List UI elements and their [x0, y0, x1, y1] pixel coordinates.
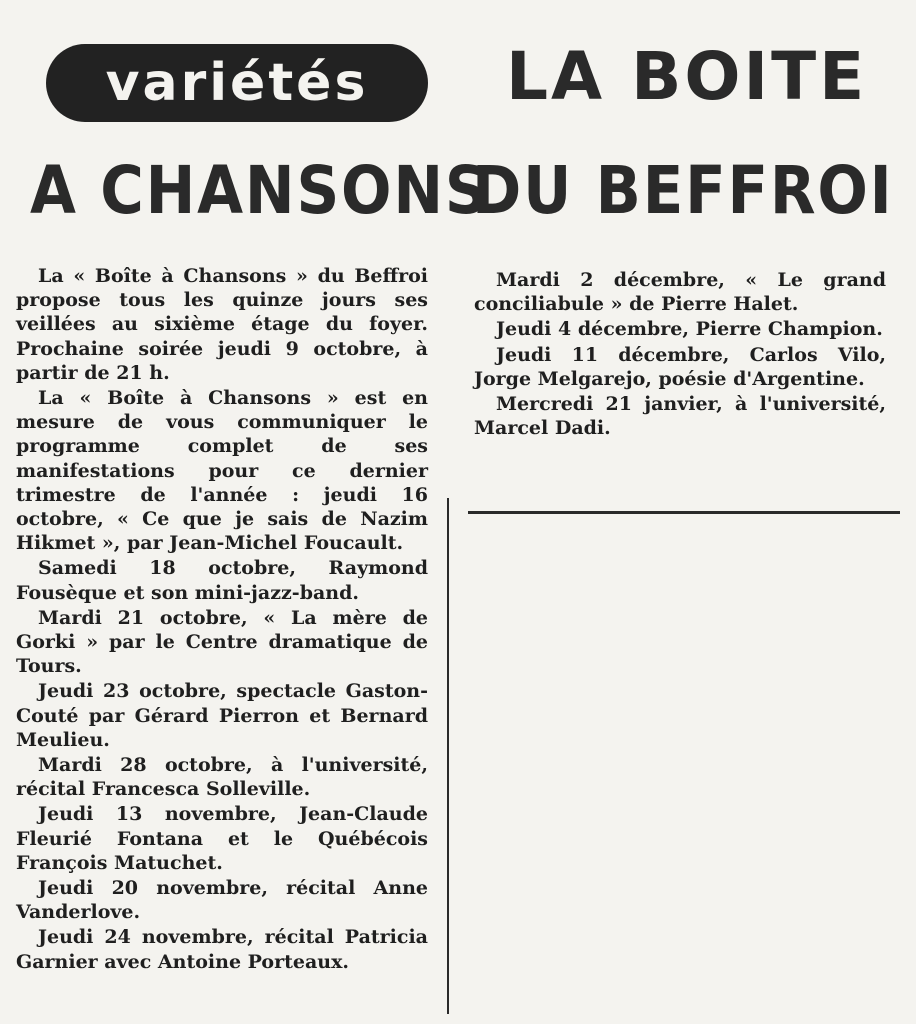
program-entry: Jeudi 23 octobre, spectacle Gaston-Couté par Gérard Pierron et Bernard Meulieu. — [16, 680, 428, 751]
article-column-right — [474, 268, 886, 440]
program-entry: Jeudi 4 décembre, Pierre Champion. — [496, 318, 883, 341]
column-divider — [447, 498, 449, 1014]
section-rubric-badge — [46, 44, 428, 122]
headline-line-1: LA BOITE — [506, 38, 868, 115]
article-end-rule — [468, 511, 900, 514]
program-entry: Mardi 21 octobre, « La mère de Gorki » par le Centre dramatique de Tours. — [16, 606, 428, 678]
program-entry: Samedi 18 octobre, Raymond Fousèque et son mini-jazz-band. — [16, 557, 428, 604]
headline-line-2-left: A CHANSONS — [30, 152, 490, 229]
program-entry: Jeudi 11 décembre, Carlos Vilo, Jorge Melgarejo, poésie d'Argentine. — [474, 343, 886, 390]
program-entry: Mardi 28 octobre, à l'université, récital Francesca Solleville. — [16, 754, 428, 801]
section-rubric-label: variétés — [105, 53, 369, 113]
program-entry: Jeudi 13 novembre, Jean-Claude Fleurié Fontana et le Québécois François Matuchet. — [16, 803, 428, 874]
program-entry: Jeudi 20 novembre, récital Anne Vanderlove. — [16, 877, 428, 924]
article-paragraph: La « Boîte à Chansons » du Beffroi propose tous les quinze jours ses veillées au sixième étage du foyer. Prochaine soirée jeudi 9 octobre, à partir de 21 h. — [16, 265, 428, 384]
program-entry: Mercredi 21 janvier, à l'université, Marcel Dadi. — [474, 393, 886, 440]
program-entry: Jeudi 24 novembre, récital Patricia Garnier avec Antoine Porteaux. — [16, 926, 428, 973]
article-column-left — [16, 264, 428, 974]
headline-line-2-right: DU BEFFROI — [472, 152, 894, 229]
article-paragraph: La « Boîte à Chansons » est en mesure de vous communiquer le programme complet de ses manifestations pour ce dernier trimestre de l'année : jeudi 16 octobre, « Ce que je sais de Nazim Hikmet », par Jean-Michel Foucault. — [16, 387, 428, 555]
program-entry: Mardi 2 décembre, « Le grand conciliabule » de Pierre Halet. — [474, 269, 886, 316]
